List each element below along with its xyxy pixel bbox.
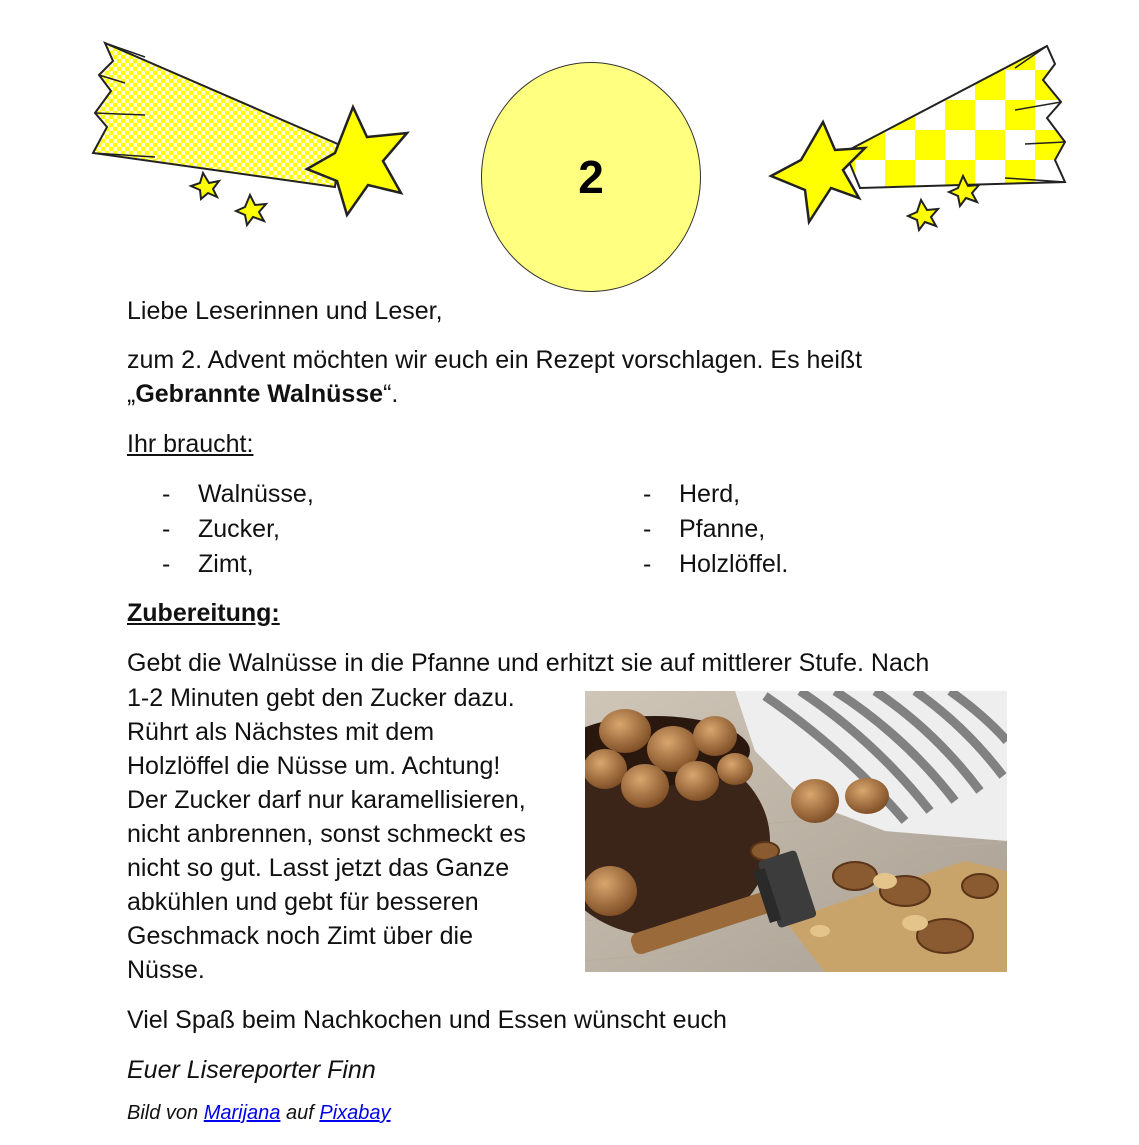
ingredient: Pfanne, [679, 515, 766, 543]
ingredient: Holzlöffel. [679, 550, 789, 578]
preparation-first-line: Gebt die Walnüsse in die Pfanne und erhitzt sie auf mittlerer Stufe. Nach [127, 649, 930, 677]
list-dash: - [162, 550, 171, 578]
list-dash: - [162, 515, 171, 543]
day-number-circle [481, 62, 701, 292]
credit-author-link[interactable]: Marijana [203, 1102, 281, 1124]
ingredient: Zimt, [198, 550, 254, 578]
shooting-star-right-icon [765, 40, 1075, 240]
credit-prefix: Bild von [127, 1102, 199, 1124]
image-credit [127, 1102, 391, 1125]
closing-line: Viel Spaß beim Nachkochen und Essen wünscht euch [127, 1006, 727, 1034]
ingredients-heading: Ihr braucht: [127, 430, 254, 458]
credit-source-link[interactable]: Pixabay [319, 1102, 391, 1124]
preparation-line: Holzlöffel die Nüsse um. Achtung! [127, 752, 501, 780]
ingredient: Zucker, [198, 515, 280, 543]
intro-line: zum 2. Advent möchten wir euch ein Rezept vorschlagen. Es heißt [127, 346, 863, 374]
day-number: 2 [578, 151, 604, 203]
preparation-line: Rührt als Nächstes mit dem [127, 718, 435, 746]
list-dash: - [643, 480, 652, 508]
open-quote: „ [127, 380, 136, 408]
recipe-name: Gebrannte Walnüsse [135, 380, 384, 408]
preparation-line: nicht anbrennen, sonst schmeckt es [127, 820, 526, 848]
preparation-line: abkühlen und gebt für besseren [127, 888, 479, 916]
ingredients-list-right [643, 477, 943, 581]
close-quote: “. [383, 380, 399, 408]
ingredients-list-left [162, 477, 462, 581]
shooting-star-left-icon [85, 35, 425, 235]
preparation-heading: Zubereitung: [127, 599, 280, 627]
preparation-line: Der Zucker darf nur karamellisieren, [127, 786, 526, 814]
walnut-photo [585, 691, 1007, 972]
recipe-title-line [127, 377, 398, 411]
preparation-line: Geschmack noch Zimt über die [127, 922, 473, 950]
ingredient: Herd, [679, 480, 741, 508]
list-dash: - [162, 480, 171, 508]
ingredient: Walnüsse, [198, 480, 314, 508]
preparation-line: nicht so gut. Lasst jetzt das Ganze [127, 854, 510, 882]
preparation-line: 1-2 Minuten gebt den Zucker dazu. [127, 684, 515, 712]
credit-middle: auf [285, 1102, 314, 1124]
preparation-text [127, 681, 526, 987]
greeting: Liebe Leserinnen und Leser, [127, 297, 443, 325]
preparation-line: Nüsse. [127, 956, 205, 984]
signature: Euer Lisereporter Finn [127, 1056, 376, 1084]
list-dash: - [643, 550, 652, 578]
list-dash: - [643, 515, 652, 543]
